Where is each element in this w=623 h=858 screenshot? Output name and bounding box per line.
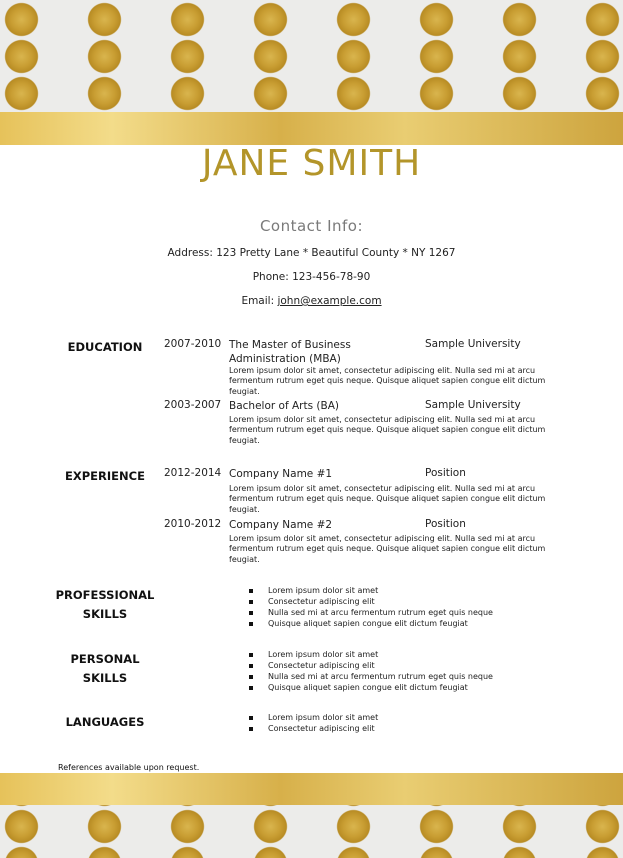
personal-skills-list [268,649,493,693]
section-heading-experience: EXPERIENCE [65,469,145,483]
references-note: References available upon request. [58,763,200,772]
education-1-institution: Sample University [425,338,521,350]
list-item: Consectetur adipiscing elit [268,660,493,671]
section-heading-education: EDUCATION [67,340,143,354]
personal-heading-line-1: PERSONAL [70,652,140,666]
professional-heading-line-1: PROFESSIONAL [55,588,155,602]
gold-dot-pattern-top [0,0,623,112]
gold-band-bottom [0,773,623,805]
email-label: Email: [241,295,275,307]
section-heading-languages: LANGUAGES [65,715,145,729]
experience-2-company: Company Name #2 [229,519,333,531]
contact-info-heading: Contact Info: [259,217,364,235]
education-2-institution: Sample University [425,399,521,411]
candidate-name: JANE SMITH [201,143,422,184]
contact-email [0,295,623,307]
section-heading-personal-skills [52,650,158,688]
education-1-description: Lorem ipsum dolor sit amet, consectetur adipiscing elit. Nulla sed mi at arcu fermentum rutrum eget quis neque. Quisque aliquet sapien congue elit dictum feugiat. [229,366,546,396]
list-item: Nulla sed mi at arcu fermentum rutrum eget quis neque [268,608,493,617]
experience-1-description: Lorem ipsum dolor sit amet, consectetur adipiscing elit. Nulla sed mi at arcu fermentum rutrum eget quis neque. Quisque aliquet sapien congue elit dictum feugiat. [229,484,546,514]
education-2-title: Bachelor of Arts (BA) [229,400,339,412]
experience-2-years: 2010-2012 [164,518,222,530]
list-item: Consectetur adipiscing elit [268,723,378,734]
list-item: Consectetur adipiscing elit [268,596,493,607]
experience-2-description: Lorem ipsum dolor sit amet, consectetur adipiscing elit. Nulla sed mi at arcu fermentum rutrum eget quis neque. Quisque aliquet sapien congue elit dictum feugiat. [229,534,546,564]
experience-1-position: Position [425,467,466,479]
experience-1-years: 2012-2014 [164,467,222,479]
contact-address: Address: 123 Pretty Lane * Beautiful County * NY 1267 [167,247,456,259]
gold-dot-pattern-bottom [0,805,623,858]
list-item: Lorem ipsum dolor sit amet [268,649,493,660]
list-item: Nulla sed mi at arcu fermentum rutrum eget quis neque [268,672,493,681]
list-item: Lorem ipsum dolor sit amet [268,585,493,596]
professional-heading-line-2: SKILLS [82,607,128,621]
email-link[interactable]: john@example.com [277,295,382,307]
list-item: Lorem ipsum dolor sit amet [268,713,379,722]
personal-heading-line-2: SKILLS [82,671,128,685]
experience-1-company: Company Name #1 [229,468,333,480]
section-heading-professional-skills [52,586,158,624]
education-1-title: The Master of Business Administration (MBA) [229,339,351,365]
gold-band-top [0,112,623,145]
list-item: Quisque aliquet sapien congue elit dictum feugiat [268,618,493,629]
professional-skills-list [268,585,493,629]
education-2-years: 2003-2007 [164,399,222,411]
experience-2-position: Position [425,518,466,530]
list-item: Quisque aliquet sapien congue elit dictum feugiat [268,682,493,693]
education-2-description: Lorem ipsum dolor sit amet, consectetur adipiscing elit. Nulla sed mi at arcu fermentum rutrum eget quis neque. Quisque aliquet sapien congue elit dictum feugiat. [229,415,546,445]
contact-phone: Phone: 123-456-78-90 [252,271,371,283]
education-1-years: 2007-2010 [164,338,222,350]
languages-list [268,712,378,734]
